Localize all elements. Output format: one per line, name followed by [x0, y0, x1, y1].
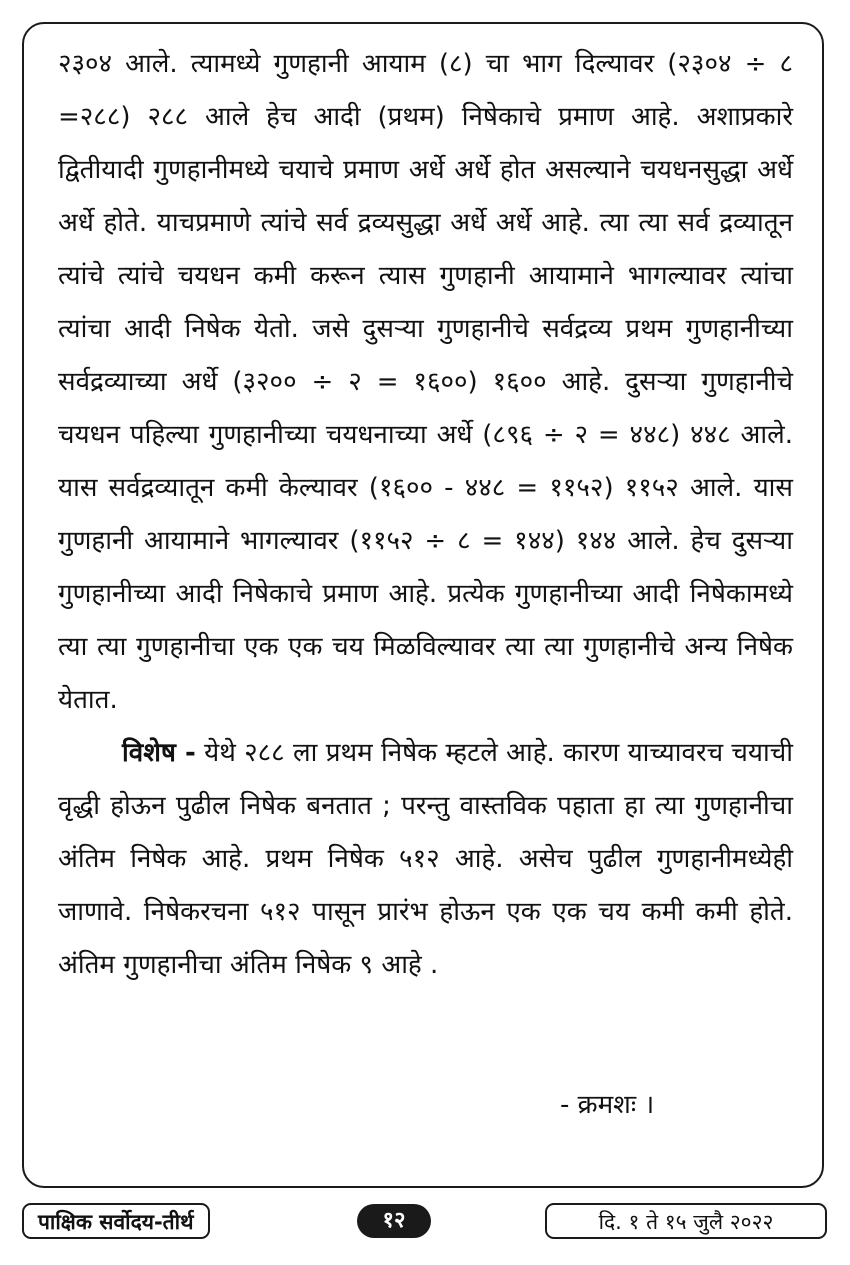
page-number: १२: [357, 1204, 431, 1238]
article-body: [58, 38, 793, 992]
issue-date: दि. १ ते १५ जुलै २०२२: [545, 1203, 827, 1239]
paragraph-heading-vishesh: विशेष -: [122, 738, 196, 768]
article-paragraph-2-text: येथे २८८ ला प्रथम निषेक म्हटले आहे. कारण याच्यावरच चयाची वृद्धी होऊन पुढील निषेक बनतात ; परन्तु वास्तविक पहाता हा त्या गुणहानीचा अंतिम निषेक आहे. प्रथम निषेक ५१२ आहे. असेच पुढील गुणहानीमध्येही जाणावे. निषेकरचना ५१२ पासून प्रारंभ होऊन एक एक चय कमी कमी होते. अंतिम गुणहानीचा अंतिम निषेक ९ आहे .: [58, 738, 793, 980]
continued-note: - क्रमशः ।: [560, 1090, 655, 1120]
article-paragraph-2: [58, 727, 793, 992]
publication-name: पाक्षिक सर्वोदय-तीर्थ: [22, 1203, 210, 1239]
article-paragraph-1: २३०४ आले. त्यामध्ये गुणहानी आयाम (८) चा भाग दिल्यावर (२३०४ ÷ ८ =२८८) २८८ आले हेच आदी (प्रथम) निषेकाचे प्रमाण आहे. अशाप्रकारे द्वितीयादी गुणहानीमध्ये चयाचे प्रमाण अर्धे अर्धे होत असल्याने चयधनसुद्धा अर्धे अर्धे होते. याचप्रमाणे त्यांचे सर्व द्रव्यसुद्धा अर्धे अर्धे आहे. त्या त्या सर्व द्रव्यातून त्यांचे त्यांचे चयधन कमी करून त्यास गुणहानी आयामाने भागल्यावर त्यांचा त्यांचा आदी निषेक येतो. जसे दुसऱ्या गुणहानीचे सर्वद्रव्य प्रथम गुणहानीच्या सर्वद्रव्याच्या अर्धे (३२०० ÷ २ = १६००) १६०० आहे. दुसऱ्या गुणहानीचे चयधन पहिल्या गुणहानीच्या चयधनाच्या अर्धे (८९६ ÷ २ = ४४८) ४४८ आले. यास सर्वद्रव्यातून कमी केल्यावर (१६०० - ४४८ = ११५२) ११५२ आले. यास गुणहानी आयामाने भागल्यावर (११५२ ÷ ८ = १४४) १४४ आले. हेच दुसऱ्या गुणहानीच्या आदी निषेकाचे प्रमाण आहे. प्रत्येक गुणहानीच्या आदी निषेकामध्ये त्या त्या गुणहानीचा एक एक चय मिळविल्यावर त्या त्या गुणहानीचे अन्य निषेक येतात.: [58, 49, 793, 715]
